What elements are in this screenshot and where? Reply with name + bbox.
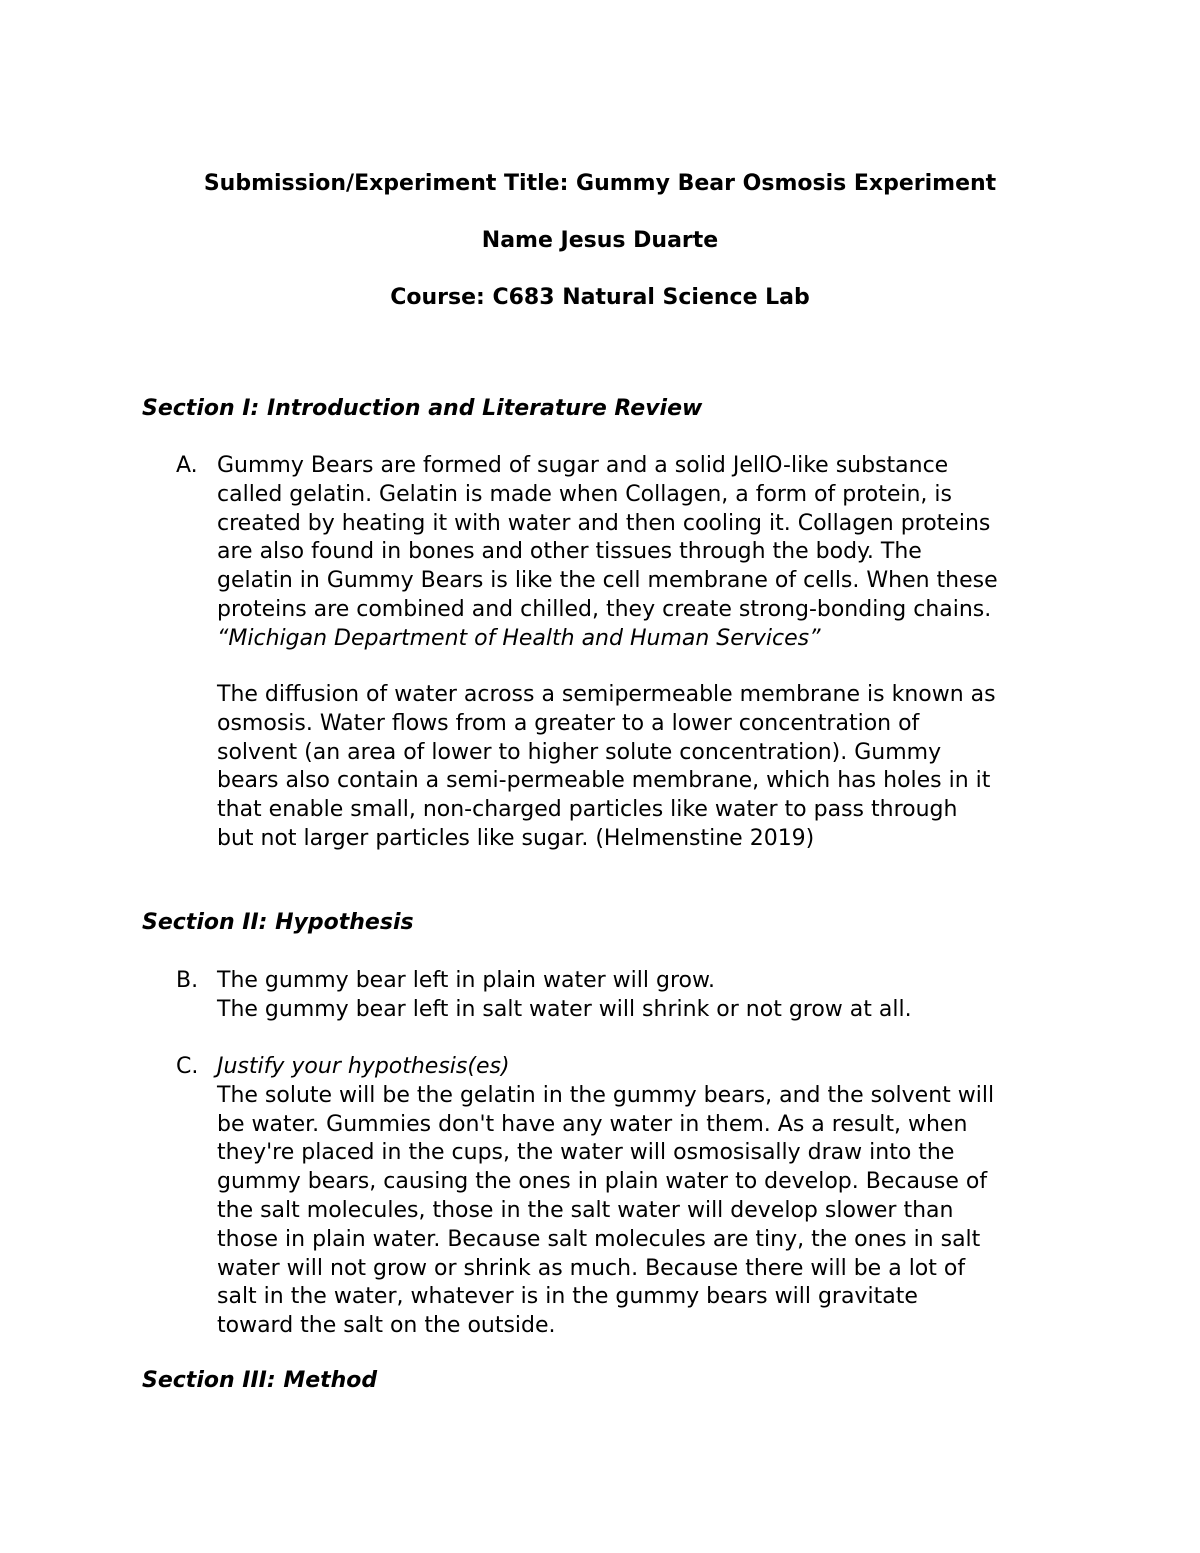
text-line: osmosis. Water flows from a greater to a lower concentration of [217,710,920,736]
text-line: The gummy bear left in salt water will shrink or not grow at all. [217,996,912,1022]
intro-paragraph-1 [217,452,1077,654]
text-line: gelatin in Gummy Bears is like the cell membrane of cells. When these [217,568,998,594]
citation: “Michigan Department of Health and Human Services” [217,625,821,651]
text-line: solvent (an area of lower to higher solute concentration). Gummy [217,739,942,765]
text-line: The diffusion of water across a semipermeable membrane is known as [217,682,996,707]
course-name: Course: C683 Natural Science Lab [390,285,810,310]
text-line: proteins are combined and chilled, they create strong-bonding chains. [217,596,992,622]
text-line: Gummy Bears are formed of sugar and a solid JellO-like substance [217,453,949,478]
item-a-marker: A. [176,453,198,478]
author-name: Name Jesus Duarte [481,228,719,253]
hypothesis-paragraph [217,967,1077,1025]
text-line: salt in the water, whatever is in the gummy bears will gravitate [217,1284,918,1310]
text-line: The solute will be the gelatin in the gummy bears, and the solvent will [217,1082,995,1108]
item-c-marker: C. [176,1054,199,1079]
text-line: but not larger particles like sugar. (Helmenstine 2019) [217,825,815,851]
intro-paragraph-2 [217,681,1077,854]
text-line: they're placed in the cups, the water will osmosisally draw into the [217,1140,955,1166]
section-2-heading: Section II: Hypothesis [142,910,414,935]
justify-subheading: Justify your hypothesis(es) [217,1054,510,1079]
text-line: the salt molecules, those in the salt water will develop slower than [217,1197,954,1223]
text-line: that enable small, non-charged particles like water to pass through [217,797,958,823]
text-line: bears also contain a semi-permeable membrane, which has holes in it [217,768,991,794]
text-line: gummy bears, causing the ones in plain water to develop. Because of [217,1169,988,1195]
text-line: water will not grow or shrink as much. Because there will be a lot of [217,1255,966,1281]
section-1-heading: Section I: Introduction and Literature Review [142,396,703,421]
text-line: toward the salt on the outside. [217,1313,556,1339]
item-b-marker: B. [176,968,199,993]
section-3-heading: Section III: Method [142,1368,378,1393]
text-line: be water. Gummies don't have any water in them. As a result, when [217,1111,968,1137]
text-line: called gelatin. Gelatin is made when Collagen, a form of protein, is [217,481,952,507]
experiment-title: Submission/Experiment Title: Gummy Bear Osmosis Experiment [203,171,997,196]
justification-paragraph [217,1053,1077,1341]
text-line: those in plain water. Because salt molecules are tiny, the ones in salt [217,1226,981,1252]
text-line: The gummy bear left in plain water will grow. [217,968,715,993]
text-line: are also found in bones and other tissues through the body. The [217,539,922,565]
text-line: created by heating it with water and then cooling it. Collagen proteins [217,510,991,536]
